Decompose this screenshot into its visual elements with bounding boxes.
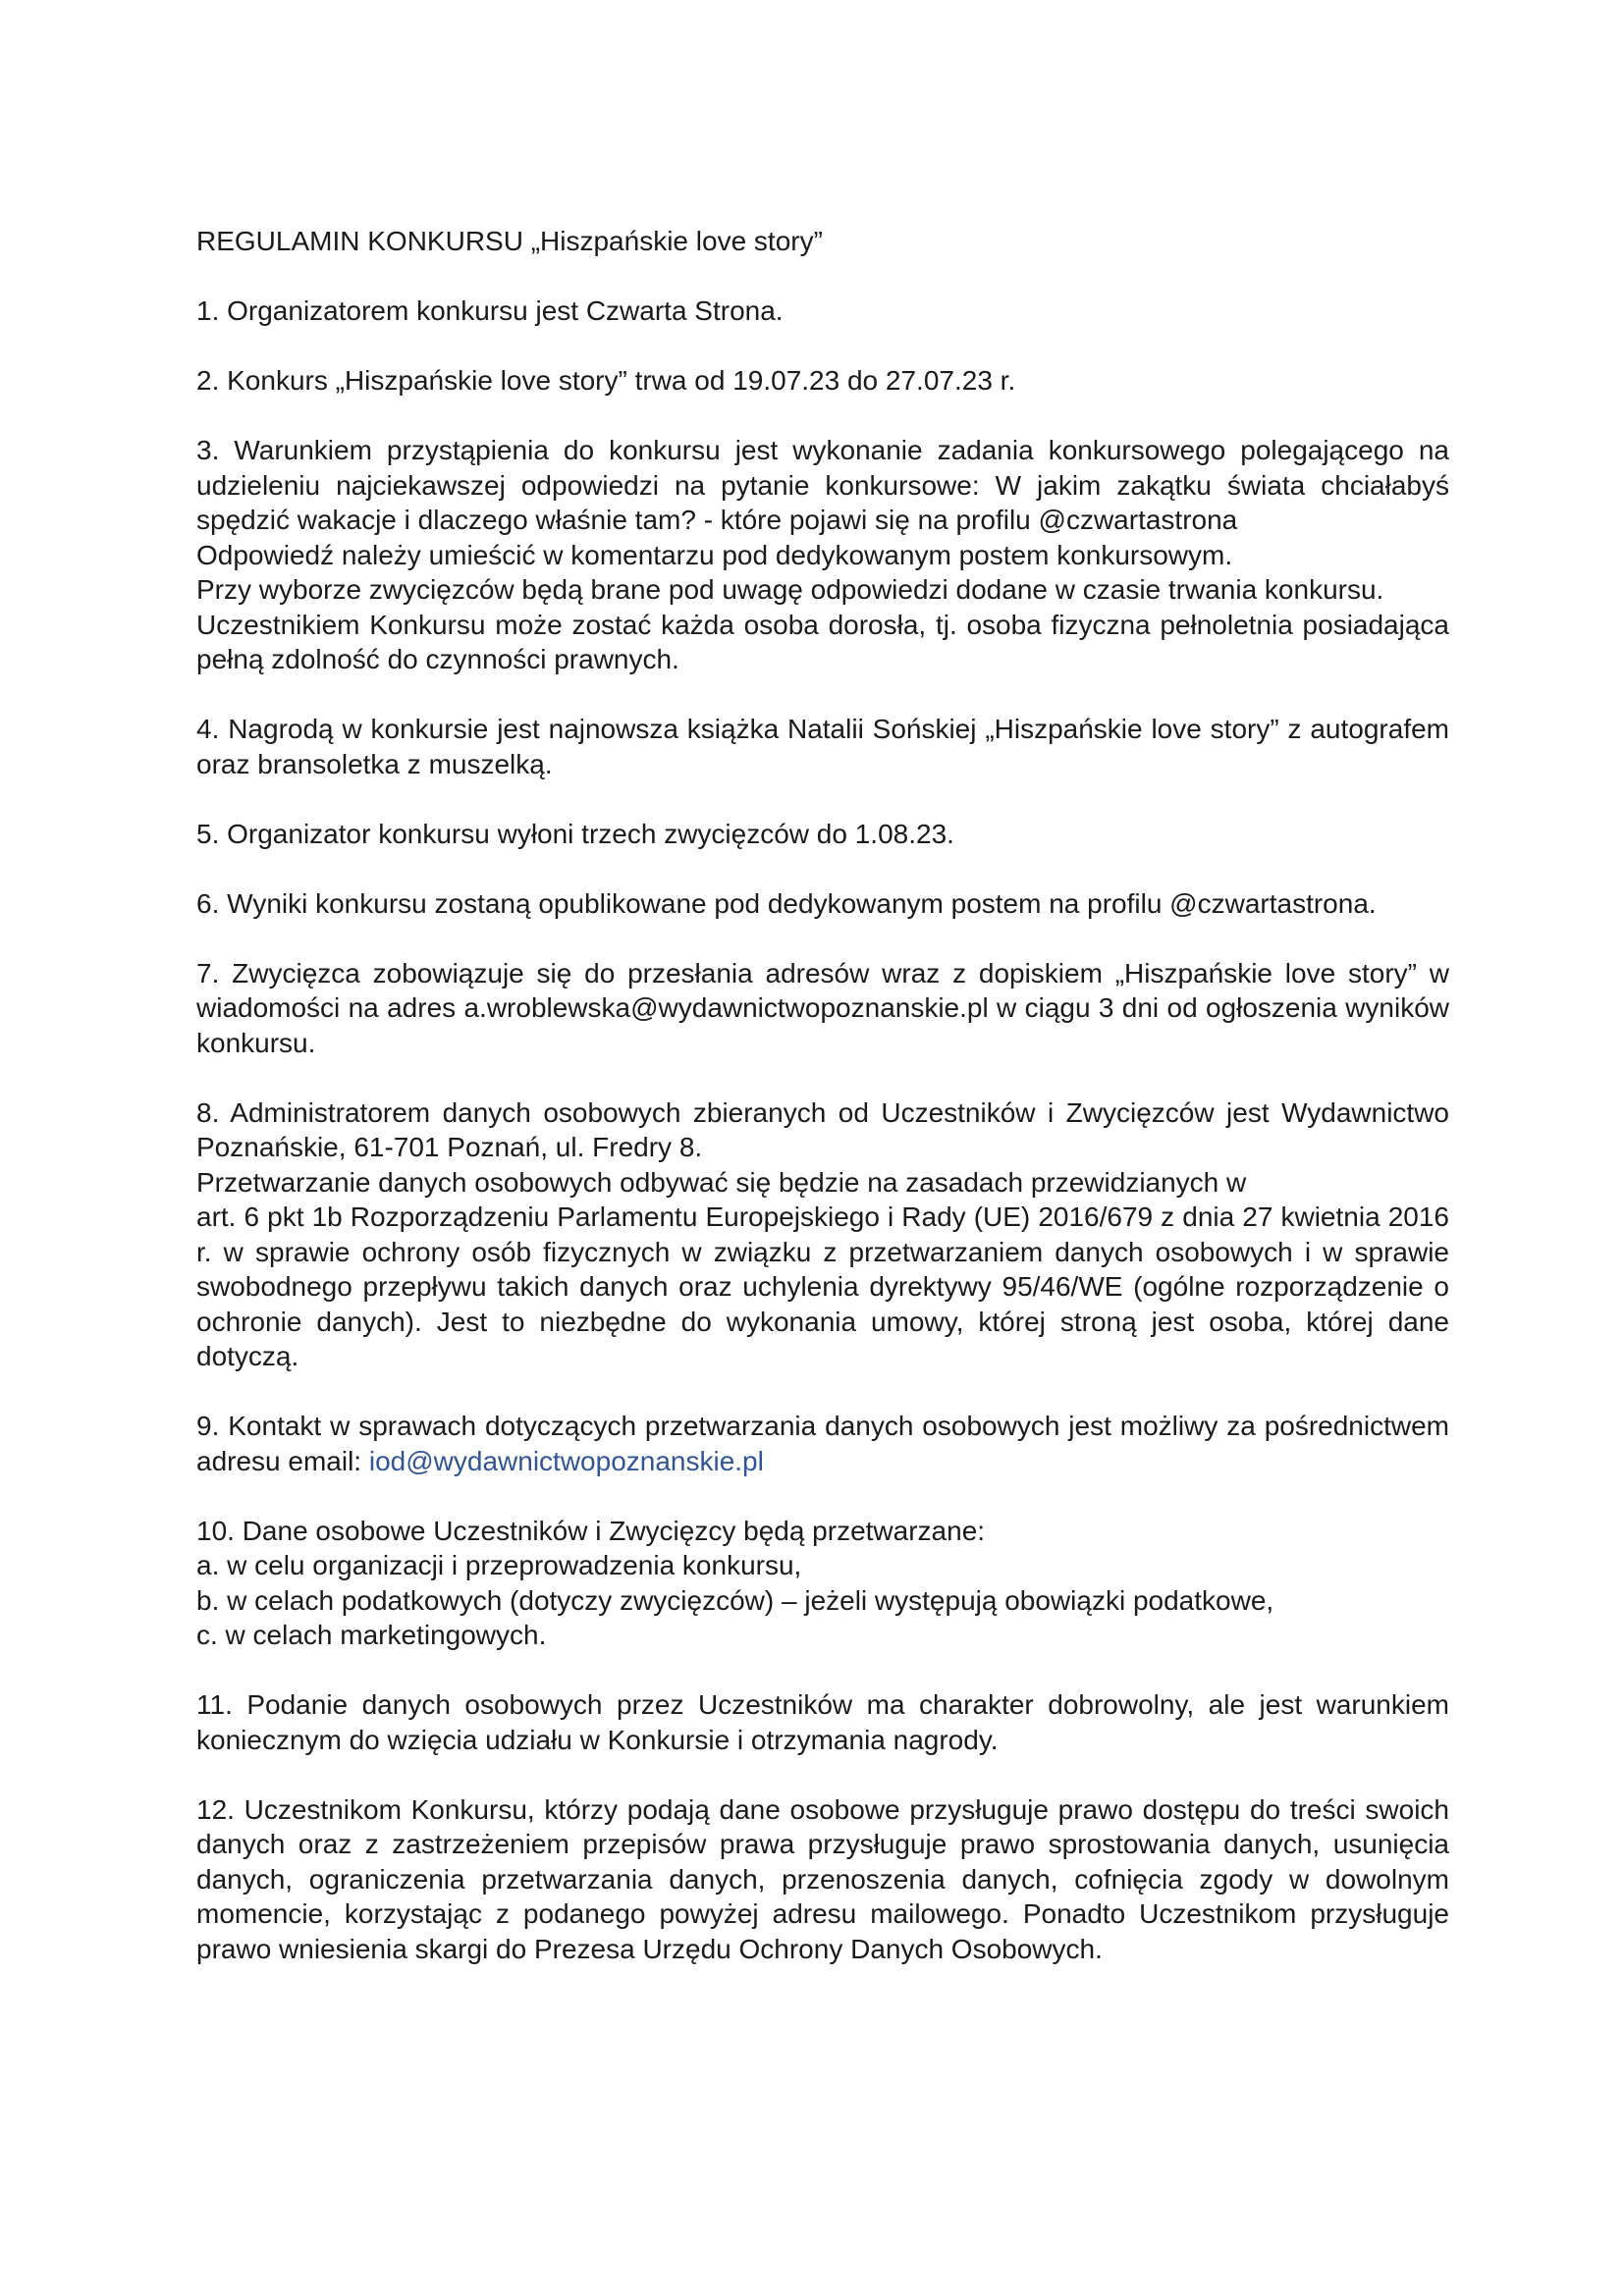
- section-11-text: 11. Podanie danych osobowych przez Uczestników ma charakter dobrowolny, ale jest warunkiem koniecznym do wzięcia udziału w Konkursie i otrzymania nagrody.: [196, 1689, 1449, 1755]
- section-6-text: 6. Wyniki konkursu zostaną opublikowane pod dedykowanym postem na profilu @czwartastrona.: [196, 887, 1377, 919]
- section-9: [196, 1409, 1449, 1478]
- list-item: b. w celach podatkowych (dotyczy zwycięzców) – jeżeli występują obowiązki podatkowe,: [196, 1584, 1274, 1616]
- document-title: REGULAMIN KONKURSU „Hiszpańskie love story”: [196, 226, 823, 256]
- list-item: a. w celu organizacji i przeprowadzenia konkursu,: [196, 1550, 802, 1580]
- list-item: c. w celach marketingowych.: [196, 1620, 547, 1650]
- section-3-paragraph-2: Odpowiedź należy umieścić w komentarzu pod dedykowanym postem konkursowym.: [196, 539, 1233, 570]
- section-2: [196, 363, 1449, 399]
- section-7-text: 7. Zwycięzca zobowiązuje się do przesłania adresów wraz z dopiskiem „Hiszpańskie love story” w wiadomości na adres a.wroblewska@wydawnictwopoznanskie.pl w ciągu 3 dni od ogłoszenia wyników konkursu.: [196, 957, 1449, 1058]
- section-3-paragraph-1: 3. Warunkiem przystąpienia do konkursu jest wykonanie zadania konkursowego polegającego na udzieleniu najciekawszej odpowiedzi na pytanie konkursowe: W jakim zakątku świata chciałabyś spędzić wakacje i dlaczego właśnie tam? - które pojawi się na profilu @czwartastrona: [196, 435, 1449, 535]
- section-9-text: 9. Kontakt w sprawach dotyczących przetwarzania danych osobowych jest możliwy za pośrednictwem adresu email:: [196, 1411, 1449, 1476]
- section-1-text: 1. Organizatorem konkursu jest Czwarta Strona.: [196, 295, 784, 326]
- section-4: [196, 712, 1449, 781]
- section-2-text: 2. Konkurs „Hiszpańskie love story” trwa od 19.07.23 do 27.07.23 r.: [196, 365, 1016, 396]
- section-5: [196, 817, 1449, 852]
- section-6: [196, 886, 1449, 922]
- section-12: [196, 1792, 1449, 1967]
- section-10-intro: 10. Dane osobowe Uczestników i Zwycięzcy będą przetwarzane:: [196, 1515, 986, 1546]
- section-11: [196, 1687, 1449, 1757]
- section-8-paragraph-2: Przetwarzanie danych osobowych odbywać się będzie na zasadach przewidzianych w: [196, 1166, 1247, 1198]
- section-9-paragraph: [196, 1409, 1449, 1478]
- section-3: [196, 433, 1449, 677]
- section-5-text: 5. Organizator konkursu wyłoni trzech zwycięzców do 1.08.23.: [196, 818, 954, 849]
- section-10: [196, 1514, 1449, 1653]
- section-8-paragraph-1: 8. Administratorem danych osobowych zbieranych od Uczestników i Zwycięzców jest Wydawnictwo Poznańskie, 61-701 Poznań, ul. Fredry 8.: [196, 1096, 1449, 1162]
- section-8: [196, 1095, 1449, 1374]
- contact-email-link[interactable]: iod@wydawnictwopoznanskie.pl: [368, 1445, 764, 1476]
- section-1: [196, 294, 1449, 329]
- section-3-paragraph-3: Przy wyborze zwycięzców będą brane pod uwagę odpowiedzi dodane w czasie trwania konkursu.: [196, 574, 1384, 605]
- section-8-paragraph-3: art. 6 pkt 1b Rozporządzeniu Parlamentu Europejskiego i Rady (UE) 2016/679 z dnia 27 kwietnia 2016 r. w sprawie ochrony osób fizycznych w związku z przetwarzaniem danych osobowych i w sprawie swobodnego przepływu takich danych oraz uchylenia dyrektywy 95/46/WE (ogólne rozporządzenie o ochronie danych). Jest to niezbędne do wykonania umowy, której stroną jest osoba, której dane dotyczą.: [196, 1201, 1449, 1371]
- section-3-paragraph-4: Uczestnikiem Konkursu może zostać każda osoba dorosła, tj. osoba fizyczna pełnoletnia posiadająca pełną zdolność do czynności prawnych.: [196, 609, 1449, 674]
- section-12-text: 12. Uczestnikom Konkursu, którzy podają dane osobowe przysługuje prawo dostępu do treści swoich danych oraz z zastrzeżeniem przepisów prawa przysługuje prawo sprostowania danych, usunięcia danych, ograniczenia przetwarzania danych, przenoszenia danych, cofnięcia zgody w dowolnym momencie, korzystając z podanego powyżej adresu mailowego. Ponadto Uczestnikom przysługuje prawo wniesienia skargi do Prezesa Urzędu Ochrony Danych Osobowych.: [196, 1793, 1449, 1964]
- document-page: [196, 224, 1449, 2002]
- section-7: [196, 956, 1449, 1061]
- section-4-text: 4. Nagrodą w konkursie jest najnowsza książka Natalii Sońskiej „Hiszpańskie love story” z autografem oraz bransoletka z muszelką.: [196, 714, 1449, 779]
